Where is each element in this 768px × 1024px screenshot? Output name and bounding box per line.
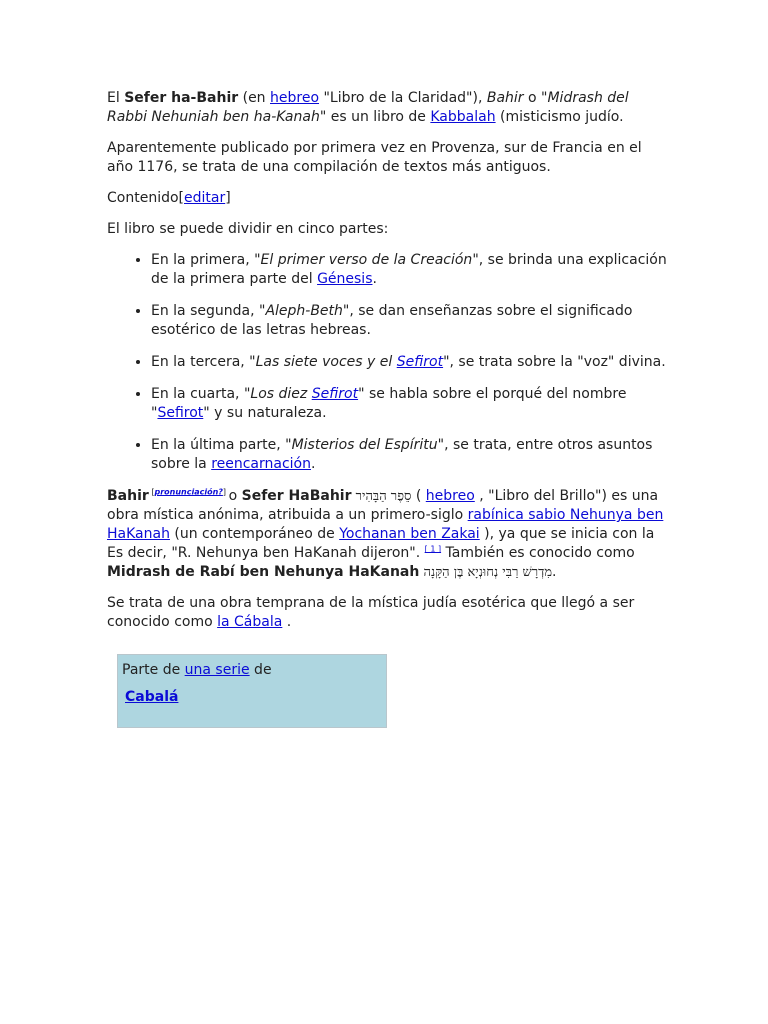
parts-list	[107, 251, 667, 474]
link-sefirot[interactable]: Sefirot	[311, 386, 359, 402]
contents-heading: Contenido[editar]	[107, 190, 231, 206]
link-kabbalah[interactable]: Kabbalah	[430, 109, 496, 125]
parts-intro: El libro se puede dividir en cinco partes:	[107, 221, 389, 237]
publication-paragraph: Aparentemente publicado por primera vez en Provenza, sur de Francia en el año 1176, se trata de una compilación de textos más antiguos.	[107, 140, 642, 175]
intro-paragraph: El Sefer ha-Bahir (en hebreo "Libro de la Claridad"), Bahir o "Midrash del Rabbi Nehuniah ben ha-Kanah" es un libro de Kabbalah (misticismo judío.	[107, 90, 629, 125]
link-yochanan[interactable]: Yochanan ben Zakai	[339, 526, 480, 542]
infobox-caption: Parte de una serie de	[122, 662, 272, 678]
link-genesis[interactable]: Génesis	[317, 271, 373, 287]
link-series[interactable]: una serie	[184, 662, 250, 678]
list-item: • En la cuarta, "Los diez Sefirot" se habla sobre el porqué del nombre "Sefirot" y su naturaleza.	[151, 385, 667, 423]
list-item: • En la segunda, "Aleph-Beth", se dan enseñanzas sobre el significado esotérico de las letras hebreas.	[151, 302, 667, 340]
pronunciation-superscript: [pronunciación?]	[148, 487, 229, 497]
link-rabinica[interactable]: rabínica sabio Nehunya ben HaKanah	[107, 507, 664, 542]
link-pronunciation[interactable]: pronunciación?	[154, 487, 223, 497]
link-reencarnacion[interactable]: reencarnación	[211, 456, 311, 472]
link-cabala[interactable]: la Cábala	[217, 614, 283, 630]
link-hebreo[interactable]: hebreo	[425, 488, 475, 504]
title-bold: Sefer ha-Bahir	[124, 90, 239, 106]
link-hebreo[interactable]: hebreo	[270, 90, 320, 106]
list-item: • En la tercera, "Las siete voces y el Sefirot", se trata sobre la "voz" divina.	[151, 353, 667, 372]
bahir-paragraph: Bahir [pronunciación?] o Sefer HaBahir סֵפֶר הַבָּהִיר ( hebreo , "Libro del Brillo") es una obra mística anónima, atribuida a un primero-siglo rabínica sabio Nehunya ben HaKanah (un contemporáneo de Yochanan ben Zakai ), ya que se inicia con la Es decir, "R. Nehunya ben HaKanah dijeron". [ 1 ] También es conocido como Midrash de Rabí ben Nehunya HaKanah מִדְרָשׁ רַבִּי נְחוּנְיָא בֶּן הַקָּנָה.	[107, 487, 664, 580]
infobox-title-link[interactable]: Cabalá	[125, 689, 179, 705]
closing-paragraph: Se trata de una obra temprana de la mística judía esotérica que llegó a ser conocido como la Cábala .	[107, 595, 635, 630]
link-sefirot[interactable]: Sefirot	[396, 354, 444, 370]
link-sefirot[interactable]: Sefirot	[157, 405, 204, 421]
article-body	[107, 89, 667, 644]
list-item: • En la última parte, "Misterios del Espíritu", se trata, entre otros asuntos sobre la reencarnación.	[151, 436, 667, 474]
hebrew-alt-title: מִדְרָשׁ רַבִּי נְחוּנְיָא בֶּן הַקָּנָה	[419, 565, 553, 580]
reference-link[interactable]: [ 1 ]	[424, 544, 442, 554]
list-item: • En la primera, "El primer verso de la Creación", se brinda una explicación de la primera parte del Génesis.	[151, 251, 667, 289]
series-infobox	[117, 654, 387, 728]
hebrew-title: סֵפֶר הַבָּהִיר	[351, 489, 412, 504]
edit-link[interactable]: editar	[184, 190, 226, 206]
